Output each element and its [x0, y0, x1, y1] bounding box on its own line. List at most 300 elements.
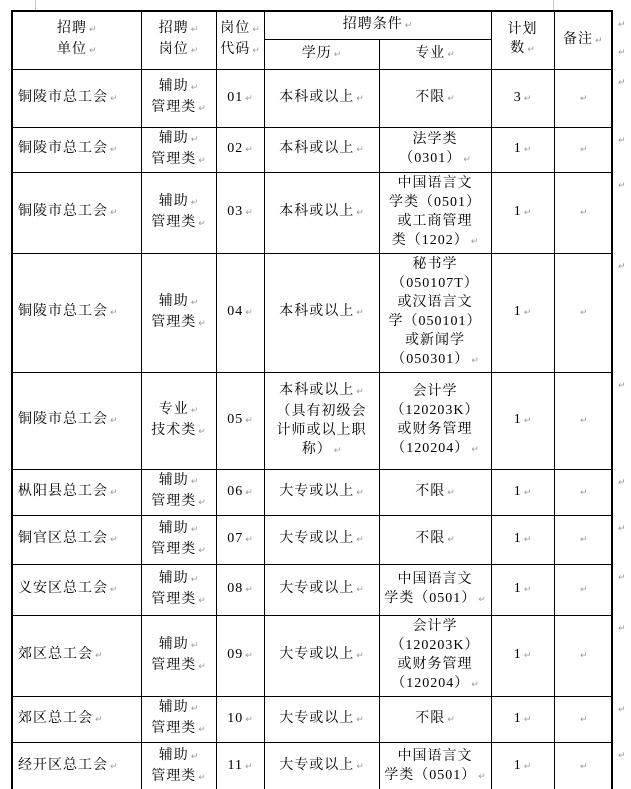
cell-post [141, 564, 216, 615]
end-of-row-mark-icon [612, 564, 630, 615]
cell-text: 铜陵市总工会 ↵ [18, 412, 118, 427]
cell-text: 10 ↵ [227, 710, 253, 726]
cell-post [141, 69, 216, 127]
paragraph-mark-icon: ↵ [579, 714, 588, 725]
paragraph-mark-icon: ↵ [356, 651, 364, 661]
cell-text: 不限 ↵ [415, 531, 455, 546]
paragraph-mark-icon: ↵ [198, 155, 206, 166]
cell-text: 枞阳县总工会 ↵ [18, 483, 118, 499]
cell-text: 中国语言文 学类（0501） 或工商管理 类（1202） ↵ [389, 175, 481, 248]
ruler-tick-icon [553, 0, 554, 10]
paragraph-mark-icon: ↵ [618, 20, 626, 30]
cell-text: 铜陵市总工会 ↵ [18, 204, 118, 219]
cell-unit [12, 253, 141, 372]
cell-text: 管理类 ↵ [151, 721, 206, 736]
cell-text: 技术类 ↵ [151, 422, 206, 438]
cell-code [216, 69, 264, 127]
cell-text: 04 ↵ [227, 304, 253, 319]
paragraph-mark-icon: ↵ [356, 93, 364, 104]
cell-education [264, 372, 379, 469]
cell-code [216, 515, 264, 564]
paragraph-mark-icon: ↵ [523, 714, 532, 725]
paragraph-mark-icon: ↵ [447, 535, 455, 545]
paragraph-mark-icon: ↵ [190, 297, 199, 308]
paragraph-mark-icon: ↵ [110, 487, 118, 498]
paragraph-mark-icon: ↵ [356, 386, 364, 397]
paragraph-mark-icon: ↵ [579, 651, 588, 661]
cell-text: 代码 ↵ [220, 42, 260, 58]
end-of-row-mark-icon [612, 372, 630, 469]
paragraph-mark-icon: ↵ [356, 535, 364, 545]
paragraph-mark-icon: ↵ [245, 651, 253, 661]
paragraph-mark-icon: ↵ [190, 640, 199, 651]
cell-education [264, 515, 379, 564]
cell-text: 1 ↵ [513, 304, 532, 319]
paragraph-mark-icon: ↵ [190, 574, 199, 585]
cell-text: 本科或以上 ↵ [279, 304, 364, 319]
paragraph-mark-icon: ↵ [190, 405, 199, 416]
cell-plan [491, 253, 554, 372]
paragraph-mark-icon: ↵ [245, 535, 253, 545]
end-of-row-mark-icon [612, 11, 630, 39]
paragraph-mark-icon: ↵ [618, 381, 626, 391]
paragraph-mark-icon: ↵ [523, 762, 532, 773]
cell-text: 3 ↵ [513, 89, 532, 105]
cell-text: 1 ↵ [513, 710, 532, 726]
end-of-row-mark-icon [612, 253, 630, 372]
cell-text: （具有初级会 计师或以上职 称） ↵ [276, 403, 367, 457]
paragraph-mark-icon: ↵ [245, 145, 253, 155]
paragraph-mark-icon: ↵ [579, 535, 588, 545]
cell-text: 辅助 ↵ [158, 293, 199, 309]
cell-post [141, 742, 216, 789]
paragraph-mark-icon: ↵ [447, 714, 455, 725]
paragraph-mark-icon: ↵ [471, 444, 479, 455]
cell-text: 管理类 ↵ [151, 100, 206, 115]
cell-text: 11 ↵ [227, 758, 253, 774]
paragraph-mark-icon: ↵ [95, 714, 103, 725]
cell-text: 辅助 ↵ [158, 636, 199, 652]
paragraph-mark-icon: ↵ [478, 594, 486, 605]
cell-text: 义安区总工会 ↵ [18, 581, 118, 596]
paragraph-mark-icon: ↵ [190, 704, 199, 714]
paragraph-mark-icon: ↵ [190, 751, 199, 762]
cell-major [379, 696, 491, 742]
cell-text: 专业 ↵ [158, 401, 199, 417]
paragraph-mark-icon: ↵ [333, 49, 342, 60]
cell-unit [12, 564, 141, 615]
cell-post [141, 253, 216, 372]
cell-text: 管理类 ↵ [151, 657, 206, 673]
paragraph-mark-icon: ↵ [618, 78, 626, 88]
cell-unit [12, 469, 141, 515]
cell-education [264, 469, 379, 515]
cell-text: 备注 ↵ [562, 31, 603, 47]
paragraph-mark-icon: ↵ [404, 20, 413, 31]
paragraph-mark-icon: ↵ [579, 416, 588, 426]
ruler-tick-icon [35, 0, 36, 10]
cell-unit [12, 372, 141, 469]
cell-post [141, 372, 216, 469]
cell-text: 本科或以上 ↵ [279, 382, 364, 398]
cell-text [557, 202, 610, 223]
paragraph-mark-icon: ↵ [470, 236, 479, 247]
paragraph-mark-icon: ↵ [579, 208, 588, 218]
paragraph-mark-icon: ↵ [618, 136, 626, 146]
cell-text: 1 ↵ [513, 204, 532, 219]
paragraph-mark-icon: ↵ [88, 25, 97, 36]
recruitment-table [11, 10, 631, 789]
cell-text: 岗位 ↵ [220, 21, 260, 37]
cell-remark [554, 372, 612, 469]
cell-post [141, 615, 216, 696]
cell-text: 会计学 （120203K） 或财务管理 （120204） ↵ [390, 383, 480, 456]
paragraph-mark-icon: ↵ [523, 535, 532, 545]
paragraph-mark-icon: ↵ [356, 762, 364, 773]
col-header-post [141, 11, 216, 69]
paragraph-mark-icon: ↵ [245, 208, 253, 218]
end-of-row-mark-icon [612, 69, 630, 127]
paragraph-mark-icon: ↵ [110, 145, 118, 155]
cell-text: 铜陵市总工会 ↵ [18, 89, 118, 105]
cell-remark [554, 742, 612, 789]
cell-unit [12, 172, 141, 253]
paragraph-mark-icon: ↵ [245, 93, 253, 104]
end-of-row-mark-icon [612, 742, 630, 789]
cell-code [216, 469, 264, 515]
cell-plan [491, 127, 554, 172]
paragraph-mark-icon: ↵ [447, 487, 455, 498]
col-header-code [216, 11, 264, 69]
cell-education [264, 127, 379, 172]
cell-text: 1 ↵ [513, 141, 532, 156]
cell-code [216, 742, 264, 789]
paragraph-mark-icon: ↵ [618, 478, 626, 488]
end-of-row-mark-icon [612, 172, 630, 253]
paragraph-mark-icon: ↵ [245, 585, 253, 595]
paragraph-mark-icon: ↵ [579, 308, 588, 318]
paragraph-mark-icon: ↵ [523, 208, 532, 218]
paragraph-mark-icon: ↵ [190, 25, 199, 36]
paragraph-mark-icon: ↵ [356, 308, 364, 318]
cell-plan [491, 372, 554, 469]
cell-text: 大专或以上 ↵ [279, 483, 364, 499]
cell-text: 07 ↵ [227, 531, 253, 546]
end-of-row-mark-icon [612, 515, 630, 564]
cell-text: 管理类 ↵ [151, 151, 206, 167]
cell-code [216, 253, 264, 372]
table-row [12, 253, 630, 372]
paragraph-mark-icon: ↵ [618, 181, 626, 191]
cell-post [141, 127, 216, 172]
table-row [12, 564, 630, 615]
cell-remark [554, 469, 612, 515]
paragraph-mark-icon: ↵ [618, 705, 626, 715]
cell-text: 招聘条件 ↵ [342, 16, 413, 32]
table-row [12, 515, 630, 564]
cell-education [264, 172, 379, 253]
paragraph-mark-icon: ↵ [618, 262, 626, 272]
col-header-plan [491, 11, 554, 69]
cell-plan [491, 172, 554, 253]
paragraph-mark-icon: ↵ [110, 416, 118, 426]
paragraph-mark-icon: ↵ [447, 49, 455, 60]
paragraph-mark-icon: ↵ [579, 585, 588, 595]
cell-unit [12, 127, 141, 172]
cell-major [379, 515, 491, 564]
cell-remark [554, 127, 612, 172]
paragraph-mark-icon: ↵ [523, 487, 532, 498]
cell-text: 管理类 ↵ [151, 541, 206, 557]
paragraph-mark-icon: ↵ [527, 45, 535, 56]
cell-code [216, 127, 264, 172]
table-header [12, 11, 630, 69]
paragraph-mark-icon: ↵ [245, 308, 253, 318]
cell-text: 招聘 ↵ [158, 21, 199, 37]
paragraph-mark-icon: ↵ [110, 93, 118, 104]
cell-major [379, 172, 491, 253]
cell-code [216, 172, 264, 253]
cell-text: 管理类 ↵ [151, 591, 206, 607]
end-of-row-mark-icon [612, 696, 630, 742]
paragraph-mark-icon: ↵ [198, 498, 206, 508]
cell-text: 秘书学 （050107T） 或汉语言文 学（050101） 或新闻学 （050301） ↵ [388, 256, 482, 367]
table-row [12, 372, 630, 469]
paragraph-mark-icon: ↵ [110, 762, 118, 773]
cell-post [141, 696, 216, 742]
cell-text: 辅助 ↵ [158, 700, 199, 715]
paragraph-mark-icon: ↵ [110, 308, 118, 318]
cell-education [264, 742, 379, 789]
paragraph-mark-icon: ↵ [198, 661, 206, 672]
paragraph-mark-icon: ↵ [356, 208, 364, 218]
cell-text: 06 ↵ [227, 483, 253, 499]
paragraph-mark-icon: ↵ [198, 725, 206, 735]
table-row [12, 742, 630, 789]
cell-text: 学历 ↵ [301, 45, 342, 61]
col-header-unit [12, 11, 141, 69]
paragraph-mark-icon: ↵ [198, 218, 206, 229]
cell-remark [554, 253, 612, 372]
cell-remark [554, 696, 612, 742]
paragraph-mark-icon: ↵ [245, 714, 253, 725]
paragraph-mark-icon: ↵ [245, 487, 253, 498]
paragraph-mark-icon: ↵ [523, 308, 532, 318]
paragraph-mark-icon: ↵ [198, 545, 206, 556]
cell-code [216, 696, 264, 742]
cell-post [141, 469, 216, 515]
paragraph-mark-icon: ↵ [478, 771, 486, 782]
cell-text: 中国语言文 学类（0501） ↵ [384, 571, 486, 606]
cell-text [557, 88, 610, 109]
cell-major [379, 564, 491, 615]
paragraph-mark-icon: ↵ [356, 145, 364, 155]
cell-text: 03 ↵ [227, 204, 253, 219]
cell-major [379, 742, 491, 789]
cell-text: 辅助 ↵ [158, 747, 199, 763]
cell-major [379, 469, 491, 515]
cell-text: 岗位 ↵ [158, 42, 199, 58]
cell-text: 本科或以上 ↵ [279, 89, 364, 105]
paragraph-mark-icon: ↵ [110, 208, 118, 218]
cell-text: 辅助 ↵ [158, 520, 199, 536]
cell-text: 法学类 （0301） ↵ [399, 131, 471, 166]
paragraph-mark-icon: ↵ [244, 762, 253, 773]
cell-text: 单位 ↵ [56, 42, 97, 58]
cell-text [557, 756, 610, 777]
table-body [12, 69, 630, 789]
cell-text: 中国语言文 学类（0501） ↵ [384, 748, 486, 783]
cell-education [264, 615, 379, 696]
paragraph-mark-icon: ↵ [252, 46, 260, 57]
cell-text: 大专或以上 ↵ [279, 581, 364, 596]
table-row [12, 696, 630, 742]
cell-text: 08 ↵ [227, 581, 253, 596]
cell-major [379, 615, 491, 696]
cell-remark [554, 615, 612, 696]
cell-text: 05 ↵ [227, 412, 253, 427]
paragraph-mark-icon: ↵ [523, 416, 532, 426]
paragraph-mark-icon: ↵ [333, 445, 342, 456]
paragraph-mark-icon: ↵ [356, 487, 364, 498]
table-row [12, 69, 630, 127]
cell-text: 1 ↵ [513, 483, 532, 499]
paragraph-mark-icon: ↵ [618, 48, 626, 58]
cell-text: 招聘 ↵ [56, 21, 97, 37]
cell-text: 1 ↵ [513, 758, 532, 774]
cell-education [264, 253, 379, 372]
cell-text: 大专或以上 ↵ [279, 531, 364, 546]
paragraph-mark-icon: ↵ [356, 585, 364, 595]
cell-text [557, 482, 610, 503]
paragraph-mark-icon: ↵ [190, 134, 199, 145]
cell-unit [12, 696, 141, 742]
cell-text: 专业 ↵ [415, 45, 455, 61]
paragraph-mark-icon: ↵ [471, 355, 479, 366]
header-row-1 [12, 11, 630, 39]
paragraph-mark-icon: ↵ [594, 35, 603, 46]
cell-major [379, 253, 491, 372]
paragraph-mark-icon: ↵ [190, 197, 199, 208]
cell-major [379, 69, 491, 127]
table-row [12, 469, 630, 515]
paragraph-mark-icon: ↵ [463, 154, 471, 165]
cell-text: 郊区总工会 ↵ [18, 647, 103, 662]
cell-text: 大专或以上 ↵ [279, 758, 364, 774]
cell-text [557, 139, 610, 160]
cell-education [264, 696, 379, 742]
cell-unit [12, 69, 141, 127]
cell-text: 会计学 （120203K） 或财务管理 （120204） ↵ [390, 618, 480, 691]
cell-plan [491, 696, 554, 742]
paragraph-mark-icon: ↵ [198, 595, 206, 606]
paragraph-mark-icon: ↵ [618, 624, 626, 634]
end-of-row-mark-icon [612, 39, 630, 69]
paragraph-mark-icon: ↵ [88, 46, 97, 57]
paragraph-mark-icon: ↵ [95, 651, 103, 661]
col-header-education [264, 39, 379, 69]
paragraph-mark-icon: ↵ [198, 104, 206, 114]
cell-unit [12, 615, 141, 696]
cell-text: 铜官区总工会 ↵ [18, 531, 118, 546]
cell-text: 1 ↵ [513, 412, 532, 427]
paragraph-mark-icon: ↵ [471, 679, 479, 690]
table-row [12, 127, 630, 172]
cell-major [379, 127, 491, 172]
cell-text: 辅助 ↵ [158, 79, 199, 94]
paragraph-mark-icon: ↵ [198, 318, 206, 329]
cell-code [216, 564, 264, 615]
cell-unit [12, 742, 141, 789]
paragraph-mark-icon: ↵ [198, 426, 206, 437]
cell-text: 01 ↵ [227, 89, 253, 105]
paragraph-mark-icon: ↵ [618, 751, 626, 761]
cell-code [216, 372, 264, 469]
paragraph-mark-icon: ↵ [579, 93, 588, 104]
paragraph-mark-icon: ↵ [579, 762, 588, 773]
cell-text: 辅助 ↵ [158, 570, 199, 586]
cell-major [379, 372, 491, 469]
cell-text: 铜陵市总工会 ↵ [18, 141, 118, 156]
paragraph-mark-icon: ↵ [190, 83, 199, 93]
paragraph-mark-icon: ↵ [523, 145, 532, 155]
cell-plan [491, 469, 554, 515]
cell-text [557, 709, 610, 730]
cell-remark [554, 69, 612, 127]
paragraph-mark-icon: ↵ [523, 585, 532, 595]
cell-text: 大专或以上 ↵ [279, 647, 364, 662]
cell-text [557, 410, 610, 431]
cell-text: 辅助 ↵ [158, 130, 199, 146]
end-of-row-mark-icon [612, 615, 630, 696]
cell-plan [491, 515, 554, 564]
paragraph-mark-icon: ↵ [618, 573, 626, 583]
paragraph-mark-icon: ↵ [447, 93, 455, 104]
cell-post [141, 172, 216, 253]
cell-text: 管理类 ↵ [151, 494, 206, 509]
paragraph-mark-icon: ↵ [110, 585, 118, 595]
cell-text: 02 ↵ [227, 141, 253, 156]
paragraph-mark-icon: ↵ [523, 93, 532, 104]
col-header-remark [554, 11, 612, 69]
col-header-conditions [264, 11, 491, 39]
cell-plan [491, 742, 554, 789]
paragraph-mark-icon: ↵ [190, 46, 199, 57]
table-row [12, 615, 630, 696]
cell-text: 辅助 ↵ [158, 193, 199, 209]
cell-text: 09 ↵ [227, 647, 253, 662]
end-of-row-mark-icon [612, 469, 630, 515]
paragraph-mark-icon: ↵ [110, 535, 118, 545]
cell-education [264, 69, 379, 127]
paragraph-mark-icon: ↵ [618, 524, 626, 534]
cell-text [557, 579, 610, 600]
cell-text: 不限 ↵ [415, 710, 455, 726]
cell-text: 1 ↵ [513, 531, 532, 546]
cell-plan [491, 564, 554, 615]
cell-text [557, 529, 610, 550]
cell-text: 管理类 ↵ [151, 768, 206, 784]
cell-remark [554, 564, 612, 615]
cell-remark [554, 172, 612, 253]
end-of-row-mark-icon [612, 127, 630, 172]
cell-text: 计划 数 ↵ [507, 22, 538, 57]
cell-text [557, 645, 610, 666]
paragraph-mark-icon: ↵ [245, 416, 253, 426]
paragraph-mark-icon: ↵ [190, 477, 199, 487]
cell-text: 本科或以上 ↵ [279, 204, 364, 219]
cell-text: 1 ↵ [513, 581, 532, 596]
